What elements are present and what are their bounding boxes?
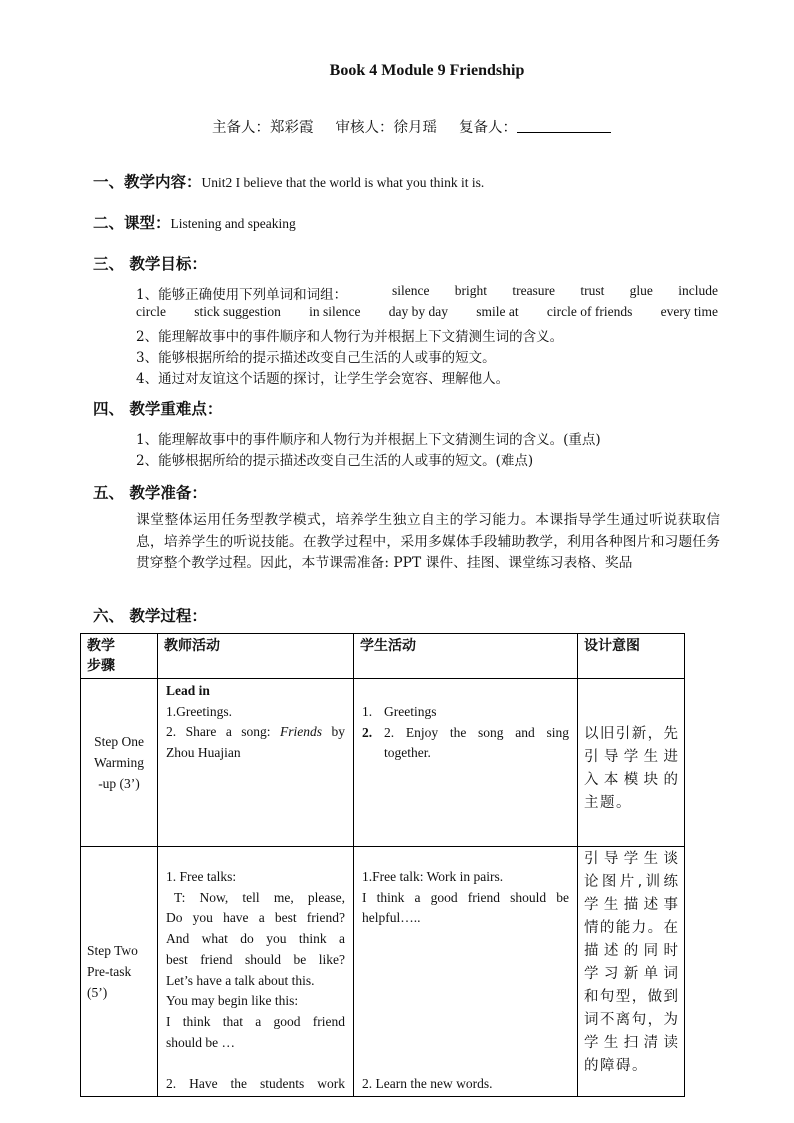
section-content-label: 一、教学内容： (93, 172, 202, 191)
table-header-row (81, 634, 685, 679)
section-content-text: Unit2 I believe that the world is what you think it is. (201, 175, 485, 190)
header-teacher: 教师活动 (158, 634, 354, 679)
section-preparation-label: 五、 教学准备： (93, 483, 207, 502)
preparation-text: 课堂整体运用任务型教学模式，培养学生独立自主的学习能力。本课指导学生通过听说获取信息，培养学生的听说技能。在教学过程中，采用多媒体手段辅助教学，利用各种图片和习题任务贯穿整个教学过程。因此，本节课需准备: PPT 课件、挂图、课堂练习表格、奖品 (136, 512, 720, 571)
vocab-word: silence (392, 283, 430, 298)
vocab-word: stick suggestion (194, 304, 281, 319)
vocab-word: day by day (388, 304, 448, 319)
vocab-word: circle of friends (546, 304, 633, 319)
table-row (81, 847, 685, 1097)
page-title: Book 4 Module 9 Friendship (329, 62, 525, 79)
reviewer-name: 徐月瑶 (393, 120, 437, 136)
header-student: 学生活动 (354, 634, 578, 679)
vocab-word: treasure (512, 283, 556, 298)
section-process-label: 六、 教学过程： (93, 606, 207, 625)
objective-1-prefix: 1、能够正确使用下列单词和词组： (136, 287, 348, 303)
keypoint-2: 2、能够根据所给的提示描述改变自己生活的人或事的短文。(难点) (136, 453, 534, 469)
reviewer-label: 审核人： (335, 120, 394, 136)
vocab-row-1 (392, 283, 718, 299)
objective-4: 4、通过对友谊这个话题的探讨，让学生学会宽容、理解他人。 (136, 371, 510, 387)
vocab-word: in silence (309, 304, 361, 319)
vocab-word: every time (660, 304, 718, 319)
header-step: 教学 步骤 (81, 634, 158, 679)
design-intent-cell: 以旧引新，先 引导学生进 入本模块的 主题。 (578, 679, 685, 847)
author-line (212, 116, 611, 137)
preparer-label: 主备人： (212, 120, 270, 136)
vocab-word: smile at (476, 304, 519, 319)
section-type-label: 二、课型： (93, 213, 171, 232)
vocab-word: include (678, 283, 718, 298)
objective-2: 2、能理解故事中的事件顺序和人物行为并根据上下文猜测生词的含义。 (136, 329, 564, 345)
section-type (93, 211, 296, 233)
keypoint-1: 1、能理解故事中的事件顺序和人物行为并根据上下文猜测生词的含义。(重点) (136, 432, 601, 448)
vocab-word: bright (454, 283, 488, 298)
co-preparer-label: 复备人： (459, 120, 517, 136)
section-keypoints-label: 四、 教学重难点： (93, 399, 223, 418)
vocab-word: glue (629, 283, 653, 298)
step-cell: Step One Warming -up (3’) (81, 679, 158, 847)
student-activity-cell: 1.Free talk: Work in pairs. I think a good friend should be helpful….. 2. Learn the new words. (354, 847, 578, 1097)
teacher-activity-cell: 1. Free talks: T: Now, tell me, please, Do you have a best friend? And what do you think a best friend should be like? Let’s have a talk about this. You may begin like this: I think that a good friend should be … 2. Have the students work (158, 847, 354, 1097)
section-content (93, 170, 484, 192)
student-activity-cell: 1. Greetings 2. 2. Enjoy the song and sing together. (354, 679, 578, 847)
co-preparer-blank (517, 119, 611, 133)
objective-3: 3、能够根据所给的提示描述改变自己生活的人或事的短文。 (136, 350, 496, 366)
vocab-word: circle (136, 304, 166, 319)
section-type-text: Listening and speaking (170, 216, 296, 231)
step-cell: Step Two Pre-task (5’) (81, 847, 158, 1097)
table-row (81, 679, 685, 847)
teacher-activity-cell: Lead in 1.Greetings. 2. Share a song: Friends by Zhou Huajian (158, 679, 354, 847)
section-objectives-label: 三、 教学目标： (93, 254, 207, 273)
vocab-row-2 (136, 304, 718, 320)
preparer-name: 郑彩霞 (270, 120, 314, 136)
process-table (80, 633, 685, 1097)
header-intent: 设计意图 (578, 634, 685, 679)
vocab-word: trust (580, 283, 605, 298)
design-intent-cell: 引导学生谈 论图片,训练 学生描述事 情的能力。在 描述的同时 学习新单词 和句型，做到 词不离句，为 学生扫清读 的障碍。 (578, 847, 685, 1097)
